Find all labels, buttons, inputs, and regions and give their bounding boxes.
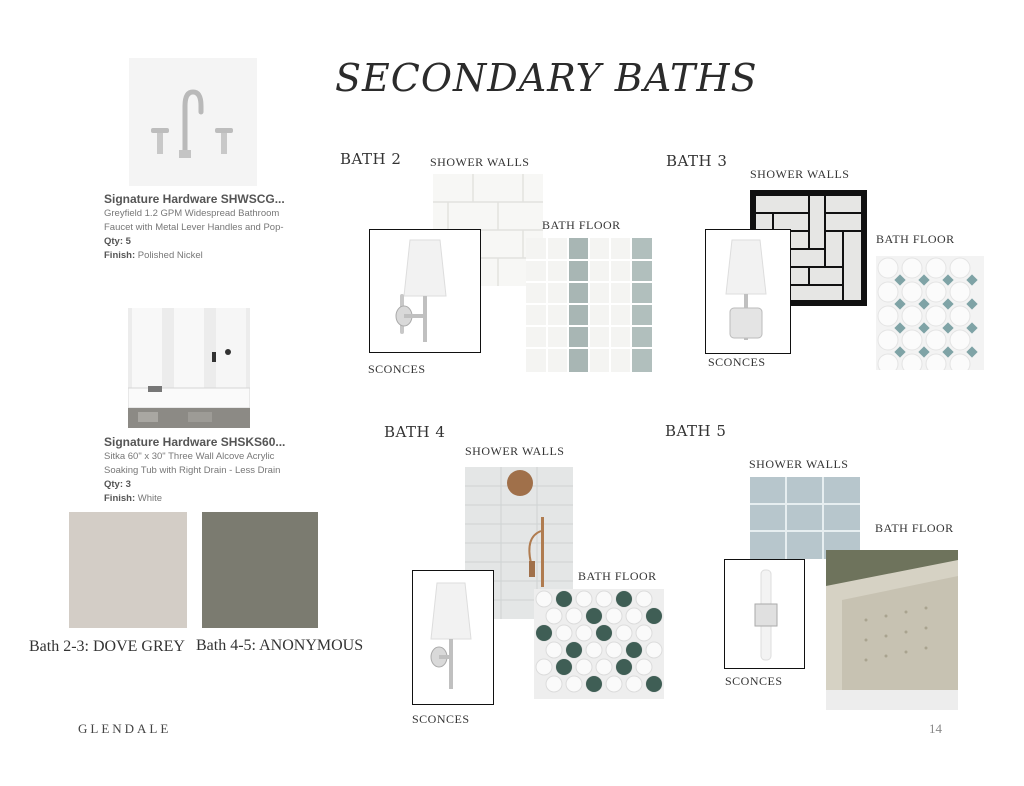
- sconce-icon: [725, 560, 804, 668]
- product-qty: Qty: 5: [104, 236, 131, 247]
- page-title: SECONDARY BATHS: [335, 56, 758, 100]
- faucet-image: [129, 58, 257, 186]
- stripe-tile-pattern: [526, 238, 652, 372]
- bath-floor-label: BATH FLOOR: [876, 232, 955, 246]
- shower-wall-tile: [750, 477, 860, 559]
- sconces-label: SCONCES: [368, 362, 426, 376]
- bath-floor-label: BATH FLOOR: [542, 218, 621, 232]
- product-finish: Finish: White: [104, 493, 163, 504]
- bath-floor-label: BATH FLOOR: [578, 569, 657, 583]
- bath-3-heading: BATH 3: [666, 152, 728, 170]
- shower-walls-label: SHOWER WALLS: [750, 167, 850, 181]
- shower-walls-label: SHOWER WALLS: [465, 444, 565, 458]
- bathtub-icon: [128, 308, 250, 428]
- bath-5-heading: BATH 5: [665, 422, 727, 440]
- sconces-label: SCONCES: [708, 355, 766, 369]
- product-desc-line: Soaking Tub with Right Drain - Less Drain: [104, 465, 281, 476]
- paint-label: Bath 4-5: ANONYMOUS: [196, 637, 364, 654]
- floor-sample-photo: [826, 550, 958, 710]
- sconce-icon: [413, 571, 493, 704]
- paint-swatch-anonymous: [202, 512, 318, 628]
- sconces-label: SCONCES: [412, 712, 470, 726]
- sconce-frame: [724, 559, 805, 669]
- bath-floor-tile: [526, 238, 652, 372]
- shower-walls-label: SHOWER WALLS: [430, 155, 530, 169]
- bath-floor-tile: [826, 550, 958, 710]
- product-description: [104, 207, 304, 263]
- product-name: Signature Hardware SHSKS60...: [104, 435, 286, 449]
- shower-walls-label: SHOWER WALLS: [749, 457, 849, 471]
- footer-brand: GLENDALE: [78, 721, 172, 736]
- sconces-label: SCONCES: [725, 674, 783, 688]
- octagon-dot-tile-pattern: [876, 256, 984, 370]
- sconce-frame: [705, 229, 791, 354]
- product-qty: Qty: 3: [104, 479, 131, 490]
- sconce-frame: [412, 570, 494, 705]
- bath-floor-tile: [876, 256, 984, 370]
- page-number: 14: [929, 721, 942, 736]
- bath-floor-tile: [534, 589, 664, 699]
- glass-tile-pattern: [750, 477, 860, 559]
- sconce-icon: [370, 230, 480, 352]
- sconce-frame: [369, 229, 481, 353]
- product-description: [104, 450, 304, 506]
- product-desc-line: Faucet with Metal Lever Handles and Pop-: [104, 222, 284, 233]
- product-name: Signature Hardware SHWSCG...: [104, 192, 285, 206]
- product-finish: Finish: Polished Nickel: [104, 250, 203, 261]
- bath-2-heading: BATH 2: [340, 150, 402, 168]
- faucet-icon: [129, 58, 257, 186]
- sconce-icon: [706, 230, 790, 353]
- bath-floor-label: BATH FLOOR: [875, 521, 954, 535]
- product-desc-line: Sitka 60" x 30" Three Wall Alcove Acrylic: [104, 451, 275, 462]
- paint-swatch-dove-grey: [69, 512, 187, 628]
- paint-label: Bath 2-3: DOVE GREY: [29, 638, 185, 655]
- hex-tile-pattern: [534, 589, 664, 699]
- product-desc-line: Greyfield 1.2 GPM Widespread Bathroom: [104, 208, 280, 219]
- bath-4-heading: BATH 4: [384, 423, 446, 441]
- bathtub-image: [128, 308, 250, 428]
